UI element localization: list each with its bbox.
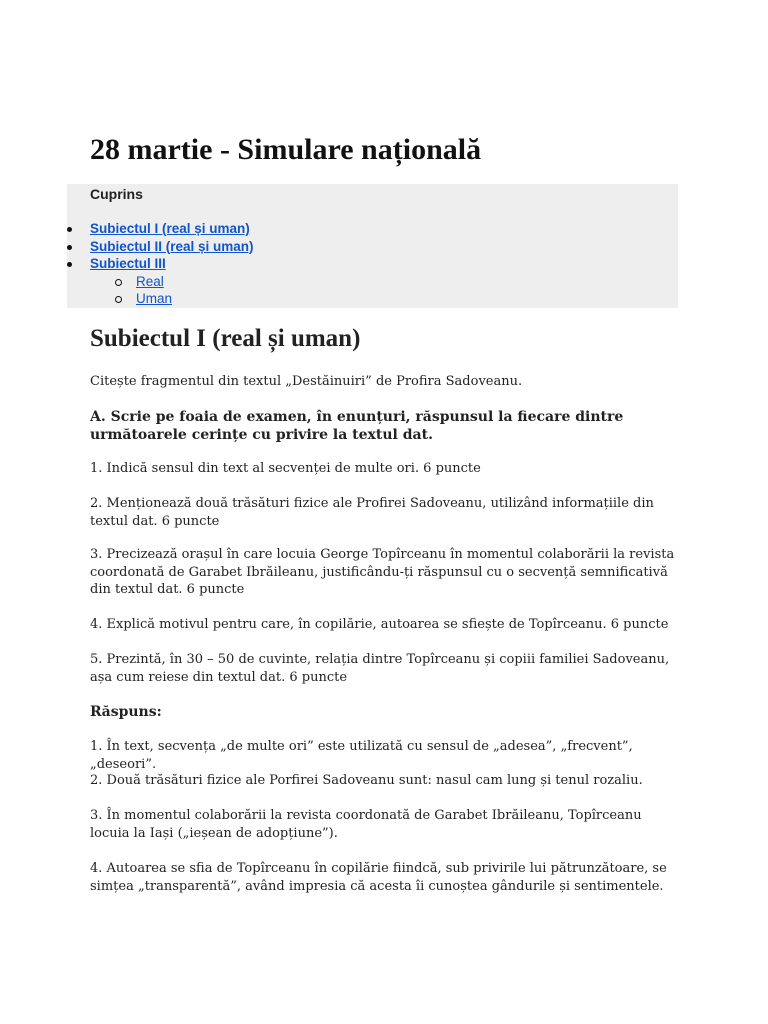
- toc-title: Cuprins: [90, 186, 143, 202]
- table-of-contents: [67, 184, 678, 308]
- toc-item-subiectul-2: [67, 238, 678, 256]
- section-title: Subiectul I (real și uman): [90, 325, 361, 352]
- instruction-paragraph: A. Scrie pe foaia de examen, în enunțuri, răspunsul la fiecare dintre următoarele cerințe cu privire la textul dat.: [90, 409, 624, 443]
- circle-bullet-icon: [115, 279, 122, 286]
- toc-link-uman[interactable]: Uman: [136, 291, 173, 306]
- toc-subitem-uman: [67, 290, 678, 308]
- toc-item-subiectul-1: [67, 220, 678, 238]
- question-4: 4. Explică motivul pentru care, în copilărie, autoarea se sfiește de Topîrceanu. 6 puncte: [90, 617, 669, 632]
- answer-4: 4. Autoarea se sfia de Topîrceanu în copilărie fiindcă, sub privirile lui pătrunzătoare, se simțea „transparentă”, având impresia că acesta îi cunoștea gândurile și sentimentele.: [90, 861, 667, 894]
- page-title: 28 martie - Simulare națională: [90, 133, 482, 166]
- question-2: 2. Menționează două trăsături fizice ale Profirei Sadoveanu, utilizând informațiile din textul dat. 6 puncte: [90, 496, 654, 529]
- answer-heading: Răspuns:: [90, 704, 162, 720]
- bullet-icon: [67, 262, 72, 267]
- bullet-icon: [67, 245, 72, 250]
- answer-1: 1. În text, secvența „de multe ori” este utilizată cu sensul de „adesea”, „frecvent”, „deseori”.: [90, 739, 633, 772]
- toc-link-subiectul-2[interactable]: Subiectul II (real și uman): [90, 238, 254, 254]
- toc-list: [67, 220, 678, 308]
- question-3: 3. Precizează orașul în care locuia George Topîrceanu în momentul colaborării la revista coordonată de Garabet Ibrăileanu, justificându-ți răspunsul cu o secvență semnificativă din textul dat. 6 puncte: [90, 547, 675, 597]
- answer-3: 3. În momentul colaborării la revista coordonată de Garabet Ibrăileanu, Topîrceanu locuia la Iași („ieșean de adopțiune”).: [90, 808, 642, 841]
- toc-subitem-real: [67, 273, 678, 291]
- circle-bullet-icon: [115, 296, 122, 303]
- question-1: 1. Indică sensul din text al secvenței de multe ori. 6 puncte: [90, 461, 481, 476]
- bullet-icon: [67, 227, 72, 232]
- toc-link-real[interactable]: Real: [136, 273, 164, 289]
- intro-paragraph: Citește fragmentul din textul „Destăinuiri” de Profira Sadoveanu.: [90, 374, 523, 389]
- answer-2: 2. Două trăsături fizice ale Porfirei Sadoveanu sunt: nasul cam lung și tenul rozaliu.: [90, 773, 643, 788]
- question-5: 5. Prezintă, în 30 – 50 de cuvinte, relația dintre Topîrceanu și copiii familiei Sadoveanu, așa cum reiese din textul dat. 6 puncte: [90, 652, 670, 685]
- toc-link-subiectul-1[interactable]: Subiectul I (real și uman): [90, 221, 250, 236]
- toc-item-subiectul-3: [67, 255, 678, 273]
- toc-link-subiectul-3[interactable]: Subiectul III: [90, 256, 166, 271]
